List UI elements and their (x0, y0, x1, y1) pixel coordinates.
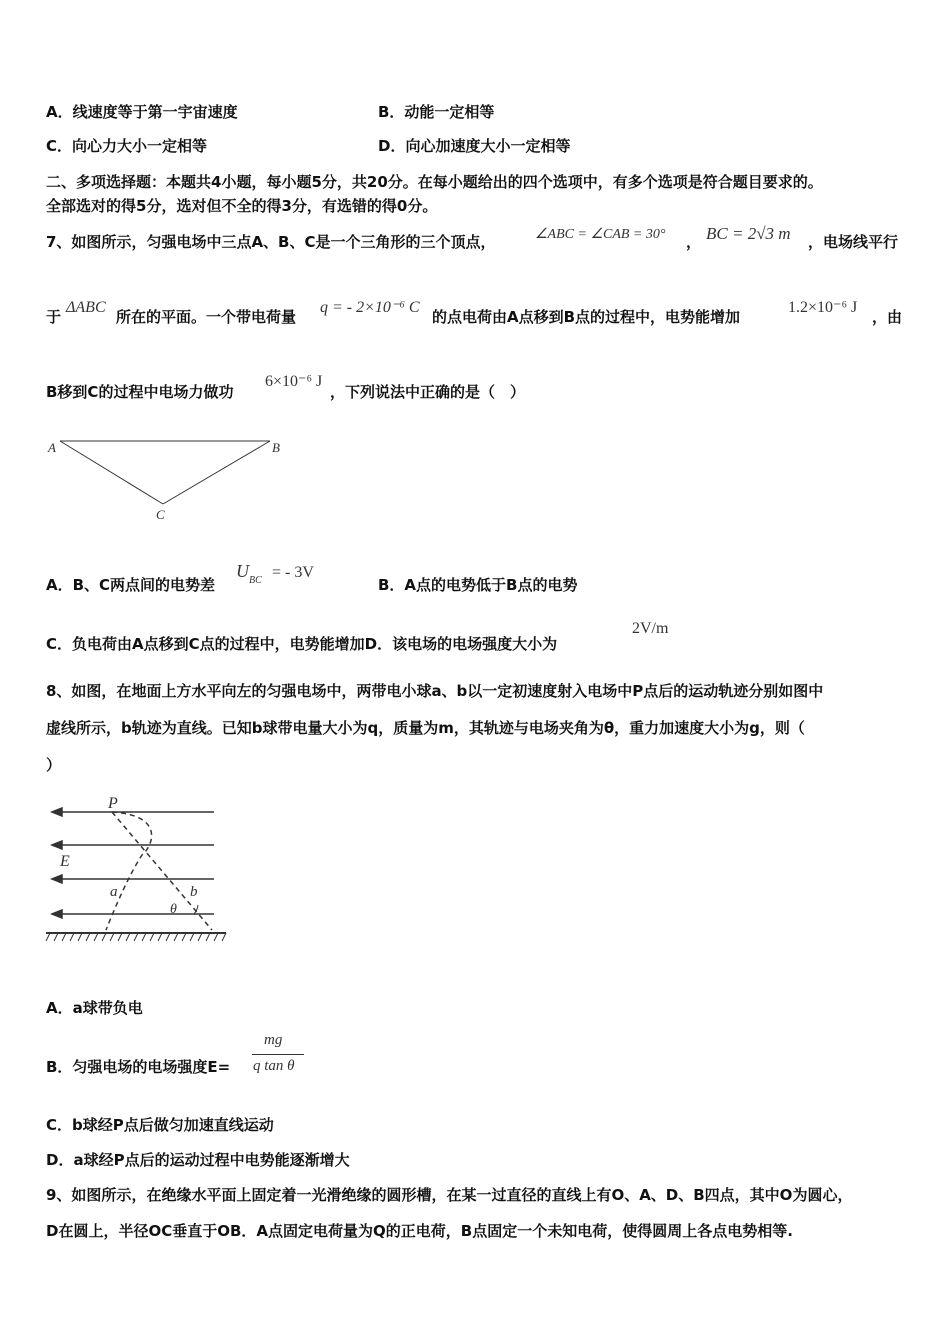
q8-stem-3: ） (46, 756, 62, 774)
point-p-label: P (108, 795, 118, 812)
section2-scoring: 全部选对的得5分，选对但不全的得3分，有选错的得0分。 (46, 197, 438, 215)
trajectory-a-label: a (110, 884, 118, 900)
q8-stem-1: 8、如图，在地面上方水平向左的匀强电场中，两带电小球a、b以一定初速度射入电场中P点后的运动轨迹分别如图中 (46, 682, 824, 700)
q8-option-c: C．b球经P点后做匀加速直线运动 (46, 1116, 274, 1134)
theta-label: θ (170, 902, 177, 917)
q6-option-b: B．动能一定相等 (378, 103, 495, 121)
q6-option-c: C．向心力大小一定相等 (46, 137, 208, 155)
q7-option-d-value: 2V/m (632, 620, 669, 637)
q7-stem-2b: 所在的平面。一个带电荷量 (116, 308, 297, 326)
field-arrow-3 (52, 875, 62, 883)
q7-option-a: A．B、C两点间的电势差 (46, 576, 216, 594)
q9-stem-1: 9、如图所示，在绝缘水平面上固定着一光滑绝缘的圆形槽，在某一过直径的直线上有O、A、D、B四点，其中O为圆心， (46, 1186, 853, 1204)
q7-stem-2c: 的点电荷由A点移到B点的过程中，电势能增加 (432, 308, 741, 326)
q6-option-d: D．向心加速度大小一定相等 (378, 137, 571, 155)
q7-option-a-symbol: U (236, 561, 249, 581)
trajectory-a (106, 812, 152, 930)
q7-stem-1b: ，电场线平行 (808, 233, 899, 251)
q7-triangle-symbol: ΔABC (66, 299, 106, 316)
q8-stem-2: 虚线所示，b轨迹为直线。已知b球带电量大小为q，质量为m，其轨迹与电场夹角为θ，重力加速度大小为g，则（ (46, 719, 805, 737)
q6-option-a: A．线速度等于第一宇宙速度 (46, 103, 238, 121)
q8-option-d: D．a球经P点后的运动过程中电势能逐渐增大 (46, 1151, 350, 1169)
q7-stem-3a: B移到C的过程中电场力做功 (46, 383, 234, 401)
section2-heading: 二、多项选择题：本题共4小题，每小题5分，共20分。在每小题给出的四个选项中，有多个选项是符合题目要求的。 (46, 173, 823, 191)
q7-option-a-subscript: BC (249, 575, 262, 586)
triangle-side-ac (60, 441, 163, 504)
q7-bc-formula: BC = 2√3 m (706, 224, 791, 243)
q8-option-a: A．a球带负电 (46, 999, 143, 1017)
q7-triangle-figure (44, 436, 294, 526)
q9-stem-2: D在圆上，半径OC垂直于OB．A点固定电荷量为Q的正电荷，B点固定一个未知电荷，使得圆周上各点电势相等. (46, 1222, 793, 1240)
q7-energy-formula: 1.2×10⁻⁶ J (788, 299, 858, 316)
vertex-label-a: A (48, 440, 56, 455)
q8-option-b: B．匀强电场的电场强度E= (46, 1058, 231, 1076)
q7-stem-2a: 于 (46, 308, 62, 326)
q7-option-c-d: C．负电荷由A点移到C点的过程中，电势能增加D．该电场的电场强度大小为 (46, 635, 558, 653)
q8-option-b-denominator: q tan θ (253, 1058, 295, 1074)
field-arrow-2 (52, 841, 62, 849)
q8-option-b-numerator: mg (264, 1032, 283, 1048)
q8-electric-field-figure (44, 790, 234, 946)
triangle-side-bc (163, 441, 270, 504)
q7-comma: ， (686, 233, 702, 251)
q8-fraction-bar (252, 1054, 304, 1055)
q7-stem-3b: ，下列说法中正确的是（ ） (330, 383, 526, 401)
trajectory-b (112, 812, 212, 930)
q7-work-formula: 6×10⁻⁶ J (265, 373, 323, 390)
q7-stem-1a: 7、如图所示，匀强电场中三点A、B、C是一个三角形的三个顶点， (46, 233, 496, 251)
vertex-label-c: C (156, 507, 165, 522)
field-arrow-1 (52, 808, 62, 816)
q7-option-b: B．A点的电势低于B点的电势 (378, 576, 578, 594)
q7-angle-formula: ∠ABC = ∠CAB = 30° (535, 227, 666, 242)
vertex-label-b: B (272, 440, 280, 455)
q7-stem-2d: ，由 (872, 308, 903, 326)
field-arrow-4 (52, 910, 62, 918)
q7-charge-formula: q = - 2×10⁻⁶ C (320, 299, 420, 316)
field-e-label: E (60, 853, 70, 870)
ground-hatching (46, 933, 226, 941)
q7-option-a-value: = - 3V (272, 564, 314, 581)
trajectory-b-label: b (190, 884, 198, 900)
